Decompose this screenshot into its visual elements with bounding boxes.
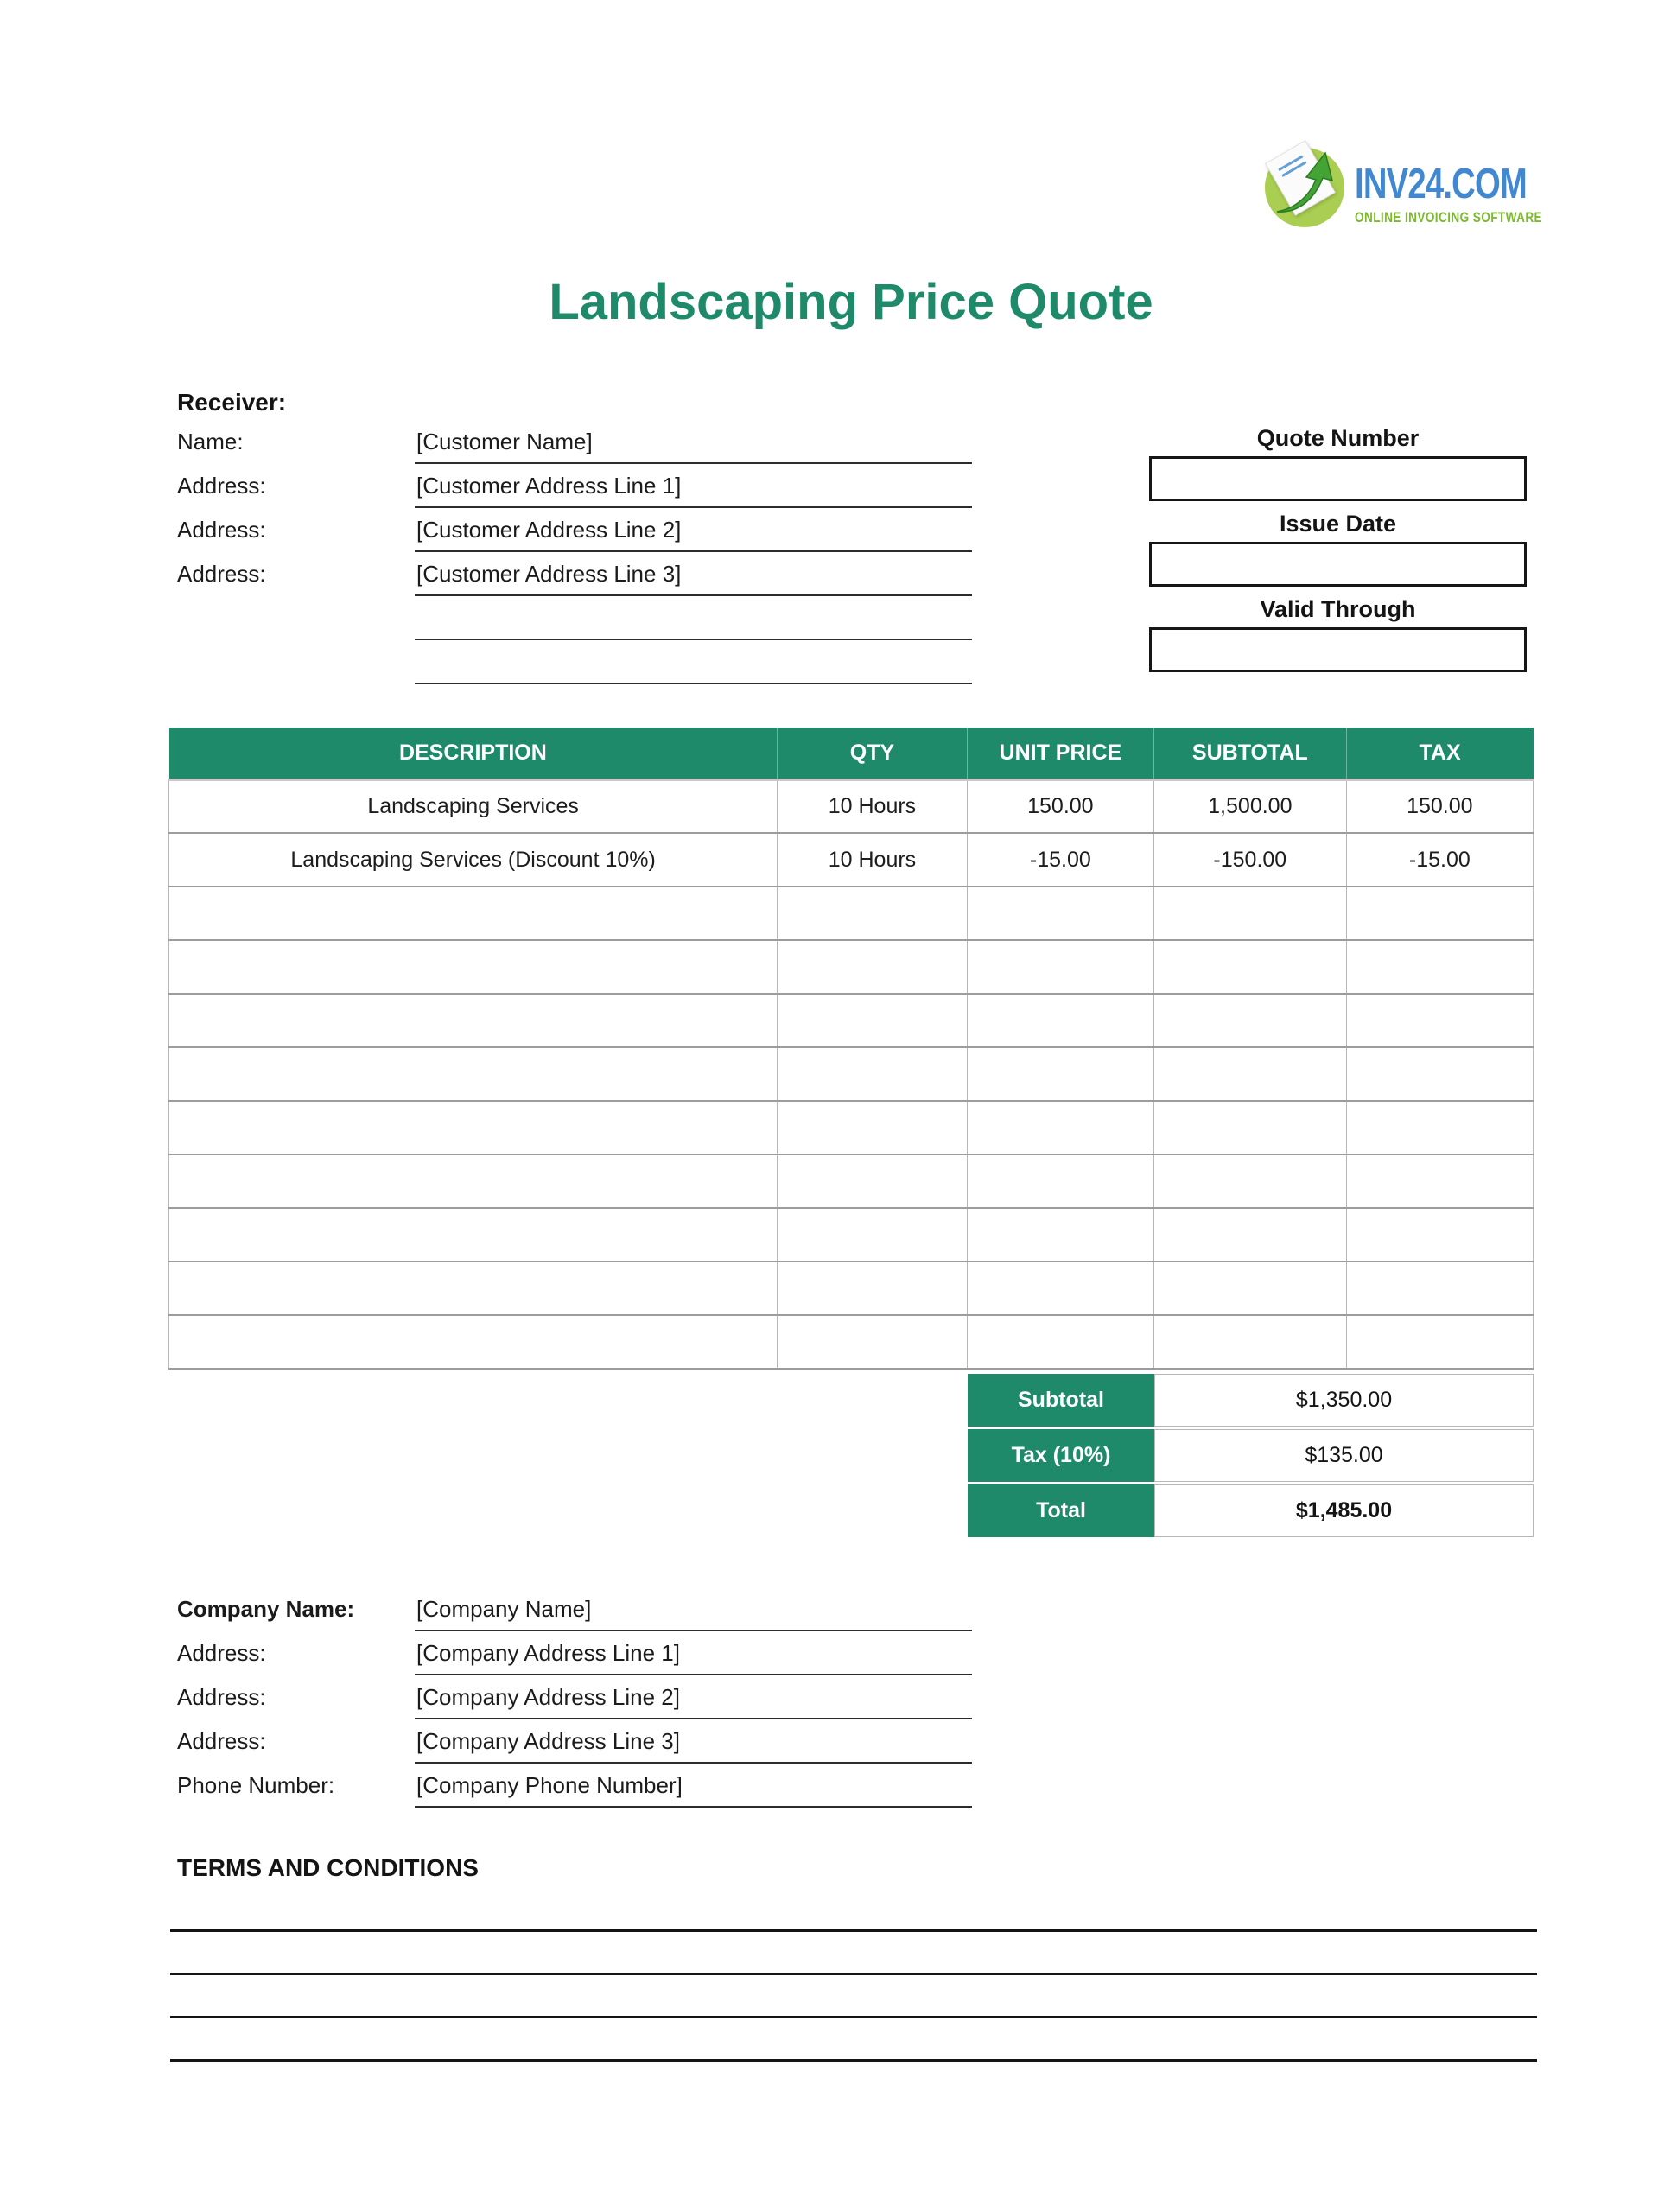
empty-item-cell: [1154, 994, 1347, 1047]
empty-item-cell: [1346, 1315, 1533, 1369]
empty-item-cell: [1154, 1315, 1347, 1369]
empty-item-cell: [1346, 1262, 1533, 1315]
company-field-row: [177, 1587, 972, 1631]
receiver-blank-row: [177, 640, 972, 684]
subtotal-value: $1,350.00: [1154, 1374, 1534, 1427]
tax-label: Tax (10%): [968, 1429, 1154, 1482]
terms-blank-line[interactable]: [170, 1929, 1537, 1932]
terms-section: [170, 1929, 1537, 2102]
receiver-field-label: Address:: [177, 561, 266, 587]
item-cell: 150.00: [1346, 779, 1533, 833]
company-field-value[interactable]: [Company Address Line 2]: [415, 1684, 972, 1719]
company-field-row: [177, 1631, 972, 1675]
item-cell: Landscaping Services (Discount 10%): [169, 833, 778, 887]
total-row: [968, 1484, 1534, 1537]
empty-item-cell: [967, 1101, 1153, 1154]
quote-number-field: [1149, 420, 1527, 501]
company-field-label: Address:: [177, 1684, 266, 1710]
receiver-field-label: [177, 632, 415, 640]
tax-value: $135.00: [1154, 1429, 1534, 1482]
empty-item-cell: [778, 1315, 967, 1369]
empty-item-cell: [1154, 1154, 1347, 1208]
item-cell: 10 Hours: [778, 779, 967, 833]
empty-item-cell: [1346, 1208, 1533, 1262]
empty-item-cell: [1154, 1208, 1347, 1262]
company-field-label: Address:: [177, 1728, 266, 1754]
empty-item-cell: [1154, 940, 1347, 994]
empty-item-row: [169, 887, 1534, 940]
empty-item-cell: [169, 1262, 778, 1315]
issue-date-input[interactable]: [1149, 542, 1527, 587]
receiver-section: [177, 420, 972, 684]
receiver-field-label: Name:: [177, 429, 244, 454]
issue-date-field: [1149, 505, 1527, 587]
quote-meta-section: [1149, 420, 1527, 677]
empty-item-cell: [169, 1315, 778, 1369]
quote-number-label: Quote Number: [1256, 424, 1420, 451]
empty-item-cell: [778, 1101, 967, 1154]
total-value: $1,485.00: [1154, 1484, 1534, 1537]
empty-item-cell: [1154, 887, 1347, 940]
empty-item-row: [169, 1101, 1534, 1154]
subtotal-label: Subtotal: [968, 1374, 1154, 1427]
empty-item-cell: [1346, 1154, 1533, 1208]
receiver-field-value[interactable]: [Customer Name]: [415, 429, 972, 464]
empty-item-row: [169, 1047, 1534, 1101]
receiver-field-row: [177, 464, 972, 508]
empty-item-cell: [169, 1047, 778, 1101]
items-table: [168, 728, 1534, 1370]
valid-through-field: [1149, 591, 1527, 672]
terms-heading: TERMS AND CONDITIONS: [177, 1854, 479, 1881]
receiver-field-row: [177, 420, 972, 464]
page-title: Landscaping Price Quote: [549, 274, 1153, 330]
receiver-field-value[interactable]: [Customer Address Line 2]: [415, 517, 972, 552]
company-field-value[interactable]: [Company Address Line 1]: [415, 1640, 972, 1675]
empty-item-cell: [1346, 1047, 1533, 1101]
item-cell: -150.00: [1154, 833, 1347, 887]
empty-item-cell: [1154, 1047, 1347, 1101]
subtotal-row: [968, 1374, 1534, 1427]
empty-item-cell: [967, 1315, 1153, 1369]
company-field-label: Address:: [177, 1640, 266, 1666]
empty-item-cell: [1154, 1101, 1347, 1154]
empty-item-cell: [778, 1047, 967, 1101]
receiver-field-row: [177, 508, 972, 552]
item-cell: 150.00: [967, 779, 1153, 833]
growth-arrow-icon: [1263, 141, 1350, 229]
tax-row: [968, 1429, 1534, 1482]
empty-item-cell: [1346, 940, 1533, 994]
empty-item-row: [169, 940, 1534, 994]
totals-summary: [968, 1374, 1534, 1540]
item-cell: -15.00: [967, 833, 1153, 887]
receiver-blank-field[interactable]: [415, 606, 972, 640]
empty-item-cell: [169, 940, 778, 994]
item-row: [169, 779, 1534, 833]
terms-blank-line[interactable]: [170, 2059, 1537, 2062]
empty-item-cell: [1346, 994, 1533, 1047]
valid-through-input[interactable]: [1149, 627, 1527, 672]
logo-tagline: ONLINE INVOICING SOFTWARE: [1355, 209, 1543, 226]
item-row: [169, 833, 1534, 887]
company-section: [177, 1587, 972, 1808]
empty-item-cell: [169, 994, 778, 1047]
items-header-description: DESCRIPTION: [169, 728, 778, 779]
empty-item-cell: [967, 940, 1153, 994]
empty-item-cell: [967, 994, 1153, 1047]
logo-name: INV24.COM: [1355, 161, 1527, 207]
quote-number-input[interactable]: [1149, 456, 1527, 501]
empty-item-cell: [778, 887, 967, 940]
empty-item-cell: [1346, 1101, 1533, 1154]
company-field-label: Company Name:: [177, 1596, 355, 1622]
company-field-value[interactable]: [Company Phone Number]: [415, 1772, 972, 1808]
empty-item-row: [169, 1208, 1534, 1262]
receiver-heading: Receiver:: [177, 389, 287, 416]
company-field-row: [177, 1764, 972, 1808]
empty-item-row: [169, 1154, 1534, 1208]
item-cell: 10 Hours: [778, 833, 967, 887]
company-field-value[interactable]: [Company Address Line 3]: [415, 1728, 972, 1764]
empty-item-cell: [967, 1262, 1153, 1315]
empty-item-cell: [778, 1208, 967, 1262]
company-field-row: [177, 1675, 972, 1719]
logo-text: [1355, 141, 1589, 226]
item-cell: -15.00: [1346, 833, 1533, 887]
terms-blank-line[interactable]: [170, 1973, 1537, 1975]
valid-through-label: Valid Through: [1260, 595, 1416, 622]
item-cell: 1,500.00: [1154, 779, 1347, 833]
receiver-blank-field[interactable]: [415, 650, 972, 684]
receiver-blank-row: [177, 596, 972, 640]
items-header-row: [169, 728, 1534, 779]
receiver-field-label: [177, 676, 415, 684]
empty-item-cell: [967, 1154, 1153, 1208]
empty-item-cell: [778, 1262, 967, 1315]
empty-item-cell: [1154, 1262, 1347, 1315]
empty-item-cell: [967, 1047, 1153, 1101]
item-cell: Landscaping Services: [169, 779, 778, 833]
empty-item-cell: [169, 887, 778, 940]
items-header-unit-price: UNIT PRICE: [967, 728, 1153, 779]
empty-item-cell: [169, 1101, 778, 1154]
issue-date-label: Issue Date: [1279, 510, 1397, 537]
receiver-field-value[interactable]: [Customer Address Line 3]: [415, 561, 972, 596]
empty-item-cell: [778, 1154, 967, 1208]
company-field-value[interactable]: [Company Name]: [415, 1596, 972, 1631]
receiver-field-label: Address:: [177, 473, 266, 499]
receiver-field-value[interactable]: [Customer Address Line 1]: [415, 473, 972, 508]
inv24-logo-icon: [1263, 141, 1350, 229]
empty-item-cell: [778, 994, 967, 1047]
receiver-field-label: Address:: [177, 517, 266, 543]
company-field-row: [177, 1719, 972, 1764]
empty-item-cell: [967, 1208, 1153, 1262]
items-header-subtotal: SUBTOTAL: [1154, 728, 1347, 779]
empty-item-cell: [1346, 887, 1533, 940]
receiver-field-row: [177, 552, 972, 596]
empty-item-cell: [967, 887, 1153, 940]
empty-item-cell: [778, 940, 967, 994]
empty-item-cell: [169, 1154, 778, 1208]
items-header-tax: TAX: [1346, 728, 1533, 779]
total-label: Total: [968, 1484, 1154, 1537]
empty-item-row: [169, 994, 1534, 1047]
inv24-logo: [1263, 141, 1589, 229]
items-header-qty: QTY: [778, 728, 967, 779]
empty-item-row: [169, 1262, 1534, 1315]
empty-item-cell: [169, 1208, 778, 1262]
empty-item-row: [169, 1315, 1534, 1369]
company-field-label: Phone Number:: [177, 1772, 335, 1798]
terms-blank-line[interactable]: [170, 2016, 1537, 2018]
